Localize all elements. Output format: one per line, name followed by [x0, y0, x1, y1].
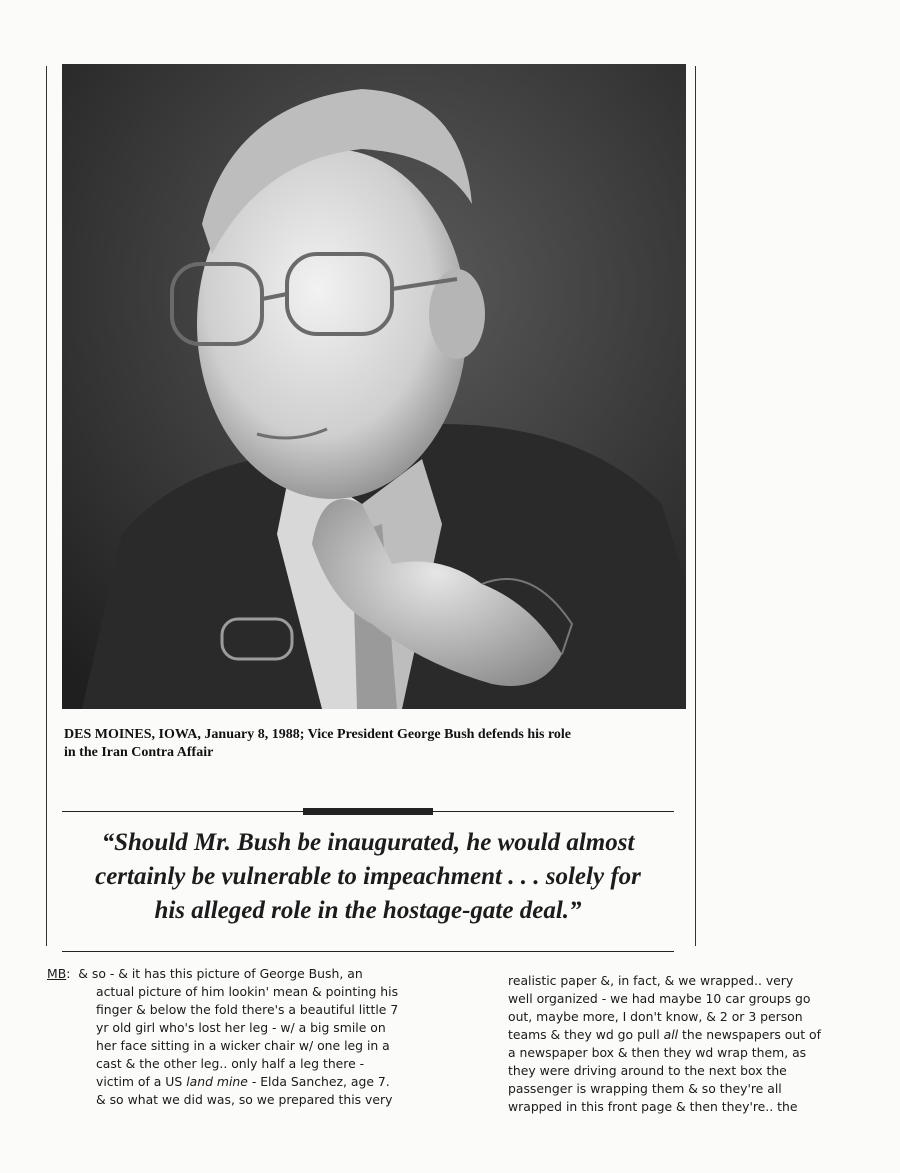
transcript-text: the newspapers out of	[678, 1027, 821, 1042]
left-margin-rule	[46, 66, 47, 946]
transcript-line: cast & the other leg.. only half a leg there -	[96, 1056, 365, 1071]
transcript-line: her face sitting in a wicker chair w/ one leg in a	[96, 1038, 390, 1053]
transcript-line	[508, 1026, 838, 1044]
transcript-line: wrapped in this front page & then they're.. the	[508, 1099, 798, 1114]
transcript-line: MB: & so - & it has this picture of George Bush, an	[47, 966, 363, 981]
transcript-text: - Elda Sanchez, age 7.	[247, 1074, 390, 1089]
transcript-emphasis: all	[663, 1027, 679, 1042]
transcript-column-left	[47, 965, 467, 1109]
transcript-line: realistic paper &, in fact, & we wrapped.. very	[508, 973, 794, 988]
transcript-text: teams & they wd go pull	[508, 1027, 664, 1042]
transcript-line	[47, 1073, 467, 1091]
transcript-line: they were driving around to the next box the	[508, 1063, 787, 1078]
photo-caption	[64, 726, 684, 762]
transcript-line: & so what we did was, so we prepared this very	[96, 1092, 393, 1107]
transcript-emphasis: land mine	[186, 1074, 248, 1089]
transcript-text: & so - & it has this picture of George Bush, an	[78, 966, 363, 981]
transcript-line: yr old girl who's lost her leg - w/ a big smile on	[96, 1020, 386, 1035]
transcript-line: a newspaper box & then they wd wrap them, as	[508, 1045, 807, 1060]
caption-line: DES MOINES, IOWA, January 8, 1988; Vice President George Bush defends his role	[64, 727, 572, 742]
pull-quote	[62, 826, 674, 928]
pull-quote-line: his alleged role in the hostage-gate deal.”	[154, 897, 582, 924]
right-margin-rule	[695, 66, 696, 946]
caption-line: in the Iran Contra Affair	[64, 745, 214, 760]
speaker-label: MB	[47, 966, 67, 981]
photo-illustration	[62, 64, 686, 709]
transcript-column-right	[508, 972, 838, 1116]
pull-quote-line: certainly be vulnerable to impeachment . . . solely for	[95, 863, 641, 890]
transcript-text: victim of a US	[96, 1074, 187, 1089]
news-photo	[62, 64, 686, 709]
pullquote-accent-bar	[303, 808, 433, 815]
transcript-line: well organized - we had maybe 10 car groups go	[508, 991, 811, 1006]
transcript-line: passenger is wrapping them & so they're all	[508, 1081, 782, 1096]
transcript-line: finger & below the fold there's a beautiful little 7	[96, 1002, 399, 1017]
pullquote-bottom-rule	[62, 951, 674, 952]
pull-quote-line: “Should Mr. Bush be inaugurated, he would almost	[101, 829, 635, 856]
transcript-line: out, maybe more, I don't know, & 2 or 3 person	[508, 1009, 803, 1024]
transcript-line: actual picture of him lookin' mean & pointing his	[96, 984, 399, 999]
